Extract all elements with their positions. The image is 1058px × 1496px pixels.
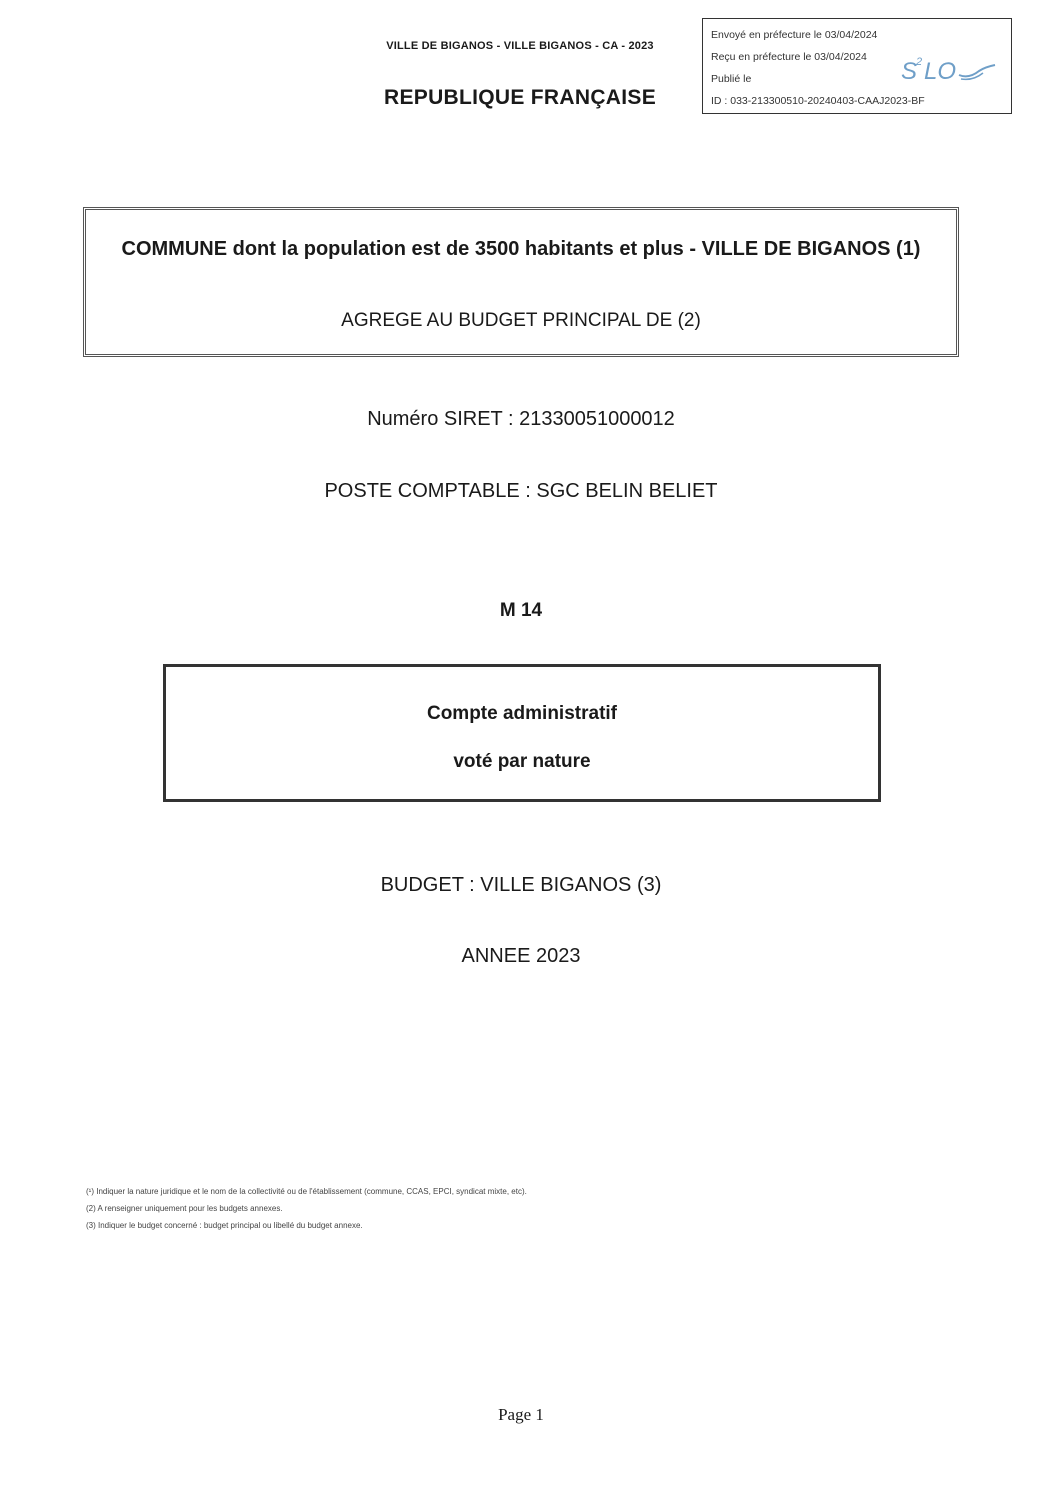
- annee: ANNEE 2023: [461, 945, 581, 967]
- page-number: Page 1: [498, 1405, 544, 1424]
- stamp-id: ID : 033-213300510-20240403-CAAJ2023-BF: [711, 95, 925, 107]
- nomenclature-m14: M 14: [499, 600, 543, 621]
- compte-administratif-title: Compte administratif: [426, 703, 618, 724]
- stamp-published: Publié le: [711, 73, 752, 85]
- poste-comptable: POSTE COMPTABLE : SGC BELIN BELIET: [324, 480, 718, 502]
- republique-heading: REPUBLIQUE FRANÇAISE: [383, 86, 657, 109]
- svg-text:LO: LO: [924, 58, 957, 85]
- document-header-line: VILLE DE BIGANOS - VILLE BIGANOS - CA - 2023: [386, 40, 654, 52]
- footnote-1: (¹) Indiquer la nature juridique et le nom de la collectivité ou de l'établissement (commune, CCAS, EPCI, syndicat mixte, etc).: [86, 1187, 527, 1196]
- compte-administratif-box: [163, 664, 881, 802]
- prefecture-stamp: [702, 18, 1012, 114]
- budget-name: BUDGET : VILLE BIGANOS (3): [380, 874, 662, 896]
- svg-text:S: S: [901, 58, 918, 85]
- s2lo-logo-icon: [899, 53, 999, 87]
- stamp-sent-date: Envoyé en préfecture le 03/04/2024: [711, 29, 878, 41]
- vote-par-nature: voté par nature: [453, 751, 591, 772]
- commune-title: COMMUNE dont la population est de 3500 habitants et plus - VILLE DE BIGANOS (1): [121, 238, 921, 260]
- commune-box: [83, 207, 959, 357]
- siret-number: Numéro SIRET : 21330051000012: [367, 408, 675, 430]
- svg-text:2: 2: [916, 56, 923, 68]
- footnote-2: (2) A renseigner uniquement pour les budgets annexes.: [86, 1204, 283, 1213]
- footnote-3: (3) Indiquer le budget concerné : budget principal ou libellé du budget annexe.: [86, 1221, 363, 1230]
- footnotes: [86, 1183, 527, 1234]
- stamp-received-date: Reçu en préfecture le 03/04/2024: [711, 51, 867, 63]
- agrege-budget-principal: AGREGE AU BUDGET PRINCIPAL DE (2): [341, 310, 701, 331]
